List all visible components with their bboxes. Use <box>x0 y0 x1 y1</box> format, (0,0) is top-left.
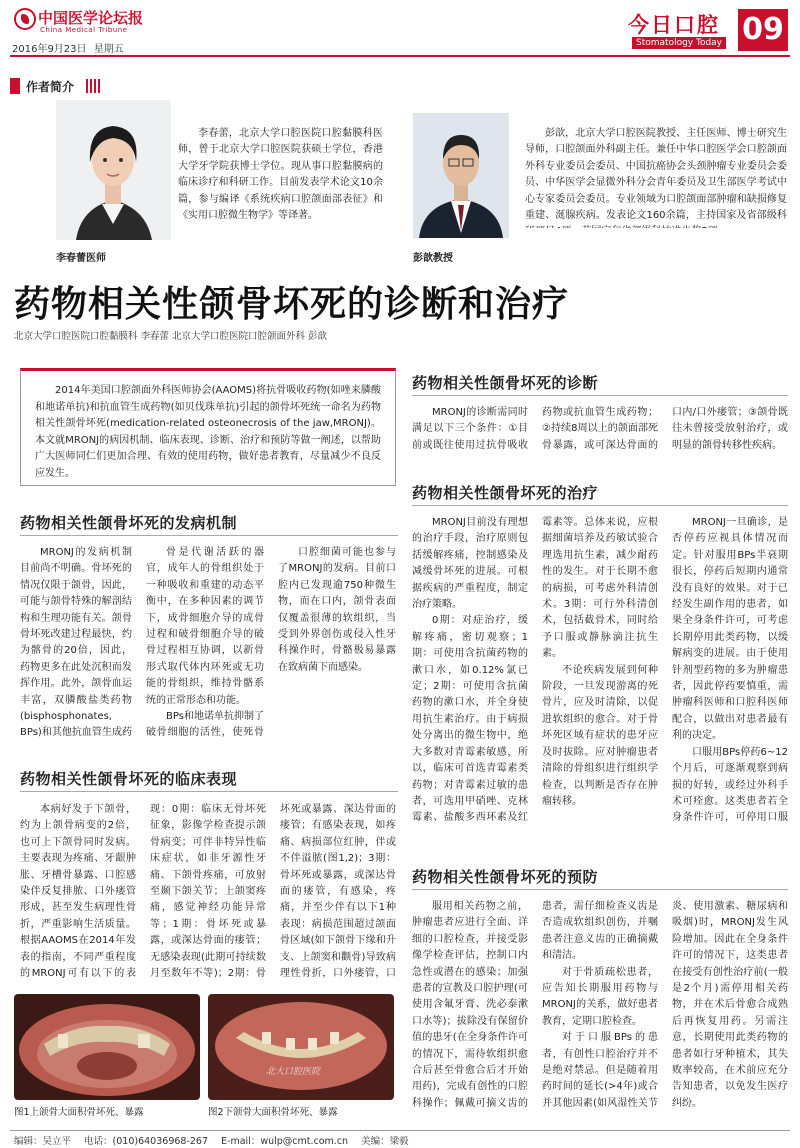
section-name-en: Stomatology Today <box>632 37 726 49</box>
author-intro-bar <box>10 78 20 94</box>
footer-info <box>14 1133 409 1147</box>
mechanism-col2 <box>146 545 264 741</box>
section-rule <box>20 791 398 792</box>
article-title: 药物相关性颌骨坏死的诊断和治疗 <box>14 284 570 325</box>
author1-caption: 李春蕾医师 <box>56 253 106 264</box>
mechanism-p4: 口腔细菌可能也参与了MRONJ的发病。目前口腔内已发现逾750种微生物，而在口内，颌骨表面仅覆盖很薄的软组织，当受到外界创伤或侵入性牙科操作时，骨骼极易暴露在致病菌下而感染。 <box>278 547 396 673</box>
mechanism-p1: MRONJ的发病机制目前尚不明确。骨坏死的情况仅限于颌骨，因此，可能与颌骨特殊的解剖结构和生理功能有关。颌骨骨坏死改建过程最快，约为髂骨的20倍，因此，药物更多在此处沉积而发挥作用。此外，颌骨血运丰富，双膦酸盐类药物(bisphosphonates, BPs)和其他抗血管生成药 <box>20 547 132 739</box>
section-rule <box>20 535 398 536</box>
treatment-p2: 0期：对症治疗，缓解疼痛，密切观察；1期：可使用含抗菌药物的漱口水，如0.12%氯已定；2期：可使用含抗菌药物的漱口水，并全身使用抗生素治疗。由于病损处分离出的微生物中，绝大多数对青霉素敏感，所以，临床可首选青霉素类药物；对青霉素过敏的患者，可选用甲硝唑、克林霉素、盐酸多西环素及红霉素等。总体来说，应根据细菌培养及药敏试验合理选用抗生素，减少耐药性的发生。对于长期不愈的病损，可考虑外科清创术。3期：可行外科清创术，包括截骨术，同时给予口服或静脉滴注抗生素。 <box>412 517 658 824</box>
treatment-p4: MRONJ一旦确诊，是否停药应视具体情况而定。针对服用BPs半衰期很长，停药后短期内通常没有良好的效果。对于已经发生副作用的患者，如果全身条件许可，可考虑长期停用此类药物，以缓解病变的进展。由于使用针剂型药物的多为肿瘤患者，因此停药要慎重，需肿瘤科医师和口腔科医师配合，以做出对患者最有利的决定。 <box>672 517 788 742</box>
paper-name-en: China Medical Tribune <box>40 26 128 34</box>
abstract-text: 2014年美国口腔颌面外科医师协会(AAOMS)将抗骨吸收药物(如唑来膦酸和地诺单抗)和抗血管生成药物(如贝伐珠单抗)引起的颌骨坏死统一命名为药物相关性颌骨坏死(medication-related osteonecrosis of the jaw,MRONJ)。本文就MRONJ的病因机制、临床表现、诊断、治疗和预防等做一阐述，以帮助广大医师同仁们更加合理、有效的使用药物，做好患者教育，尽量减少不良反应发生。 <box>35 385 381 479</box>
mechanism-col1 <box>20 545 132 741</box>
prevention-p1: 服用相关药物之前，肿瘤患者应进行全面、详细的口腔检查，并接受影像学检查评估，控制口内急性或潜在的感染；加强患者的宣教及口腔护理(可使用含氟牙膏、洗必泰漱口水等)；拔除没有保留价值的患牙(在全身条件许可的情况下，需待软组织愈合后甚至骨愈合后才开始用药)，完成有创性的口腔科操作；佩戴可摘义齿的患者，需仔细检查义齿是否造成软组织创伤，并嘱患者注意义齿的正确摘戴和清洁。 <box>412 901 658 1109</box>
figure1-caption: 图1上颌骨大面积骨坏死、暴露 <box>14 1107 144 1118</box>
author2-bio: 彭歆，北京大学口腔医院教授、主任医师、博士研究生导师，口腔颌面外科副主任。兼任中华口腔医学会口腔颌面外科专业委员会委员、中国抗癌协会头颈肿瘤专业委员会委员、中华医学会显微外科分会青年委员及卫生部医学考试中心专家委员会委员。专业领域为口腔颌面部肿瘤和缺损修复重建、涎腺疾病。发表论文160余篇，主持国家及省部级科 <box>525 128 787 222</box>
abstract-box <box>20 368 396 486</box>
section-title-diagnosis: 药物相关性颌骨坏死的诊断 <box>412 374 599 392</box>
header-rule <box>10 55 790 57</box>
diagnosis-text <box>412 405 788 455</box>
figure-watermark: 北大口腔医院 <box>266 1067 321 1077</box>
clinical-p1: 本病好发于下颌骨，约为上颌骨病变的2倍，也可上下颌骨同时发病。主要表现为疼痛、牙龈肿胀、牙槽骨暴露、口腔感染伴反复排脓、口外瘘管形成，甚至发生病理性骨折，严重影响生活质量。根据AAOMS在2014年发表的指南，不同严重程度的MRONJ可有以下的表现：0期：临床无骨坏死征象，影像学检查提示颌骨病变；可伴非特异性临床症状，如非牙源性牙痛、下颌骨疼痛，可放射至颞下颌关节；上颌窦疼痛，感觉神经功能异常等；1期：骨坏死或暴露，或深达骨面的瘘管；无感染表现(此期可持续数月至数年不等)；2期：骨坏死或暴露、深达骨面的瘘管；有感染表现，如疼痛、病损部位红肿，伴或不伴溢脓(图1,2)；3期：骨坏死或暴露，或深达骨面的瘘管，有感染，疼痛，并至少伴有以下1种表现：病损范围超过颌面骨区域(如下颌骨下缘和升支、上颌窦和颧骨)导致病理性骨折，口外瘘管，口 <box>20 804 396 980</box>
heading-stripes <box>86 79 100 93</box>
mechanism-p3: BPs和地诺单抗抑制了破骨细胞的活性，使死骨 <box>146 711 264 739</box>
section-rule <box>412 395 788 396</box>
section-rule <box>412 505 788 506</box>
treatment-text <box>412 515 788 827</box>
prevention-p3: 对于口服BPs的患者，有创性口腔治疗并不是绝对禁忌。但是随着用药时间的延长(>4年)或合并其他因素(如风湿性关节炎、使用激素、糖尿病和吸烟)时，MRONJ发生风险增加。因此在全身条件许可的情况下，这类患者在接受有创性治疗前(一般是2个月)需停用相关药物，并在术后骨愈合成熟后再恢复用药。另需注意，长期使用此类药物的患者如行牙种植术，其失败率较高，在术前应充分告知患者，以免发生医疗纠纷。 <box>542 901 788 1109</box>
author2-caption: 彭歆教授 <box>413 253 453 264</box>
prevention-text <box>412 899 788 1125</box>
clinical-text <box>20 802 396 988</box>
prevention-p2: 对于骨质疏松患者，应告知长期服用药物与MRONJ的关系，做好患者教育，定期口腔检查。 <box>542 966 658 1027</box>
page-number: 09 <box>738 9 788 51</box>
diagnosis-p1: MRONJ的诊断需同时满足以下三个条件：①目前或既往使用过抗骨吸收药物或抗血管生成药物；②持续8周以上的颌面部死骨暴露，或可深达骨面的口内/口外瘘管；③颌骨既往未曾接受放射治疗，或明显的颌骨转移性疾病。 <box>412 407 788 451</box>
footer-email[interactable]: E-mail：wulp@cmt.com.cn <box>221 1136 349 1147</box>
date: 2016年9月23日 <box>12 44 87 55</box>
treatment-p1: MRONJ目前没有理想的治疗手段，治疗原则包括缓解疼痛，控制感染及减缓骨坏死的进展。可根据疾病的严重程度，制定治疗策略。 <box>412 517 528 611</box>
paper-name: 中国医学论坛报 <box>38 9 144 27</box>
mechanism-p2: 骨是代谢活跃的器官，成年人的骨组织处于一种吸收和重建的动态平衡中，在多种因素的调节下，成骨细胞介导的成骨过程和破骨细胞介导的破骨过程相互协调，以新骨形式取代体内环死或无功能的骨组织，维持骨骼系统的正常形态和功能。 <box>146 547 264 706</box>
author1-photo <box>56 100 171 240</box>
section-title-prevention: 药物相关性颌骨坏死的预防 <box>412 868 599 886</box>
footer-phone: 电话：(010)64036968-267 <box>84 1136 209 1147</box>
footer-editor: 编辑：吴立平 <box>14 1136 72 1147</box>
figure2-photo <box>208 994 394 1100</box>
treatment-p5: 口服用BPs停药6~12个月后，可逐渐观察到病损的好转，或经过外科手术可痊愈。这类患者若全身条件许可，可停用口服 <box>672 746 788 824</box>
author1-bio: 李春蕾，北京大学口腔医院口腔黏膜科医师，曾于北京大学口腔医院获硕士学位，香港大学牙学院获博士学位。现从事口腔黏膜病的临床诊疗和科研工作。目前发表学术论文10余篇，参与编译《系统疾病口腔颌面部表征》和《实用口腔微生物学》等译著。 <box>178 128 383 222</box>
author2-photo <box>413 113 509 238</box>
section-title-clinical: 药物相关性颌骨坏死的临床表现 <box>20 770 238 788</box>
article-byline: 北京大学口腔医院口腔黏膜科 李春蕾 北京大学口腔医院口腔颌面外科 彭歆 <box>14 331 328 342</box>
mechanism-col3 <box>278 545 396 741</box>
footer-rule <box>10 1130 790 1131</box>
section-title-mechanism: 药物相关性颌骨坏死的发病机制 <box>20 514 238 532</box>
figure2-caption: 图2下颌骨大面积骨坏死、暴露 <box>208 1107 338 1118</box>
section-title-treatment: 药物相关性颌骨坏死的治疗 <box>412 484 599 502</box>
figure1-photo <box>14 994 200 1100</box>
weekday: 星期五 <box>93 44 124 55</box>
masthead-logo <box>14 8 36 30</box>
section-rule <box>412 889 788 890</box>
footer-designer: 美编：梁毅 <box>361 1136 409 1147</box>
issue-date <box>12 40 124 55</box>
treatment-p3: 不论疾病发展到何种阶段，一旦发现游离的死骨片，应及时清除，以促进软组织的愈合。对于骨坏死区域有症状的患牙应及时拔除。应对肿瘤患者清除的骨组织进行组织学检查，以判断是否存在肿瘤转移。 <box>542 664 658 807</box>
author-intro-heading: 作者简介 <box>26 80 75 94</box>
section-name: 今日口腔 <box>628 13 720 37</box>
